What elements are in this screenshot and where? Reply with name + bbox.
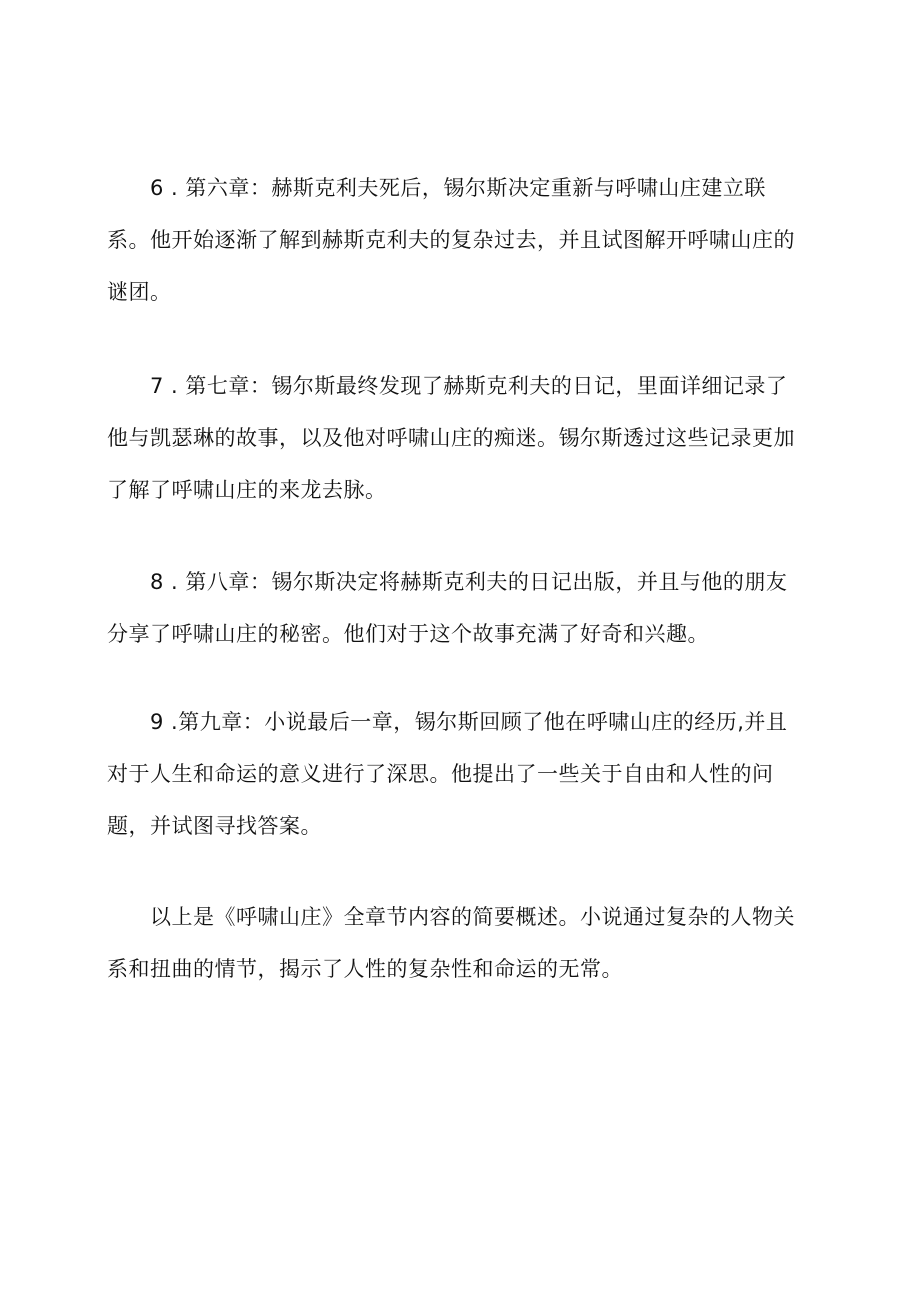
paragraph-chapter-9: 9 .第九章：小说最后一章，锡尔斯回顾了他在呼啸山庄的经历,并且对于人生和命运的意义进行了深思。他提出了一些关于自由和人性的问题，并试图寻找答案。 (107, 710, 788, 838)
paragraph-summary: 以上是《呼啸山庄》全章节内容的简要概述。小说通过复杂的人物关系和扭曲的情节，揭示了人性的复杂性和命运的无常。 (107, 905, 795, 981)
paragraph-chapter-8: 8 . 第八章：锡尔斯决定将赫斯克利夫的日记出版，并且与他的朋友分享了呼啸山庄的秘密。他们对于这个故事充满了好奇和兴趣。 (107, 570, 788, 646)
paragraph-chapter-6: 6 . 第六章：赫斯克利夫死后，锡尔斯决定重新与呼啸山庄建立联系。他开始逐渐了解到赫斯克利夫的复杂过去，并且试图解开呼啸山庄的谜团。 (107, 176, 795, 304)
paragraph-chapter-7: 7 . 第七章：锡尔斯最终发现了赫斯克利夫的日记，里面详细记录了他与凯瑟琳的故事，以及他对呼啸山庄的痴迷。锡尔斯透过这些记录更加了解了呼啸山庄的来龙去脉。 (107, 374, 795, 502)
